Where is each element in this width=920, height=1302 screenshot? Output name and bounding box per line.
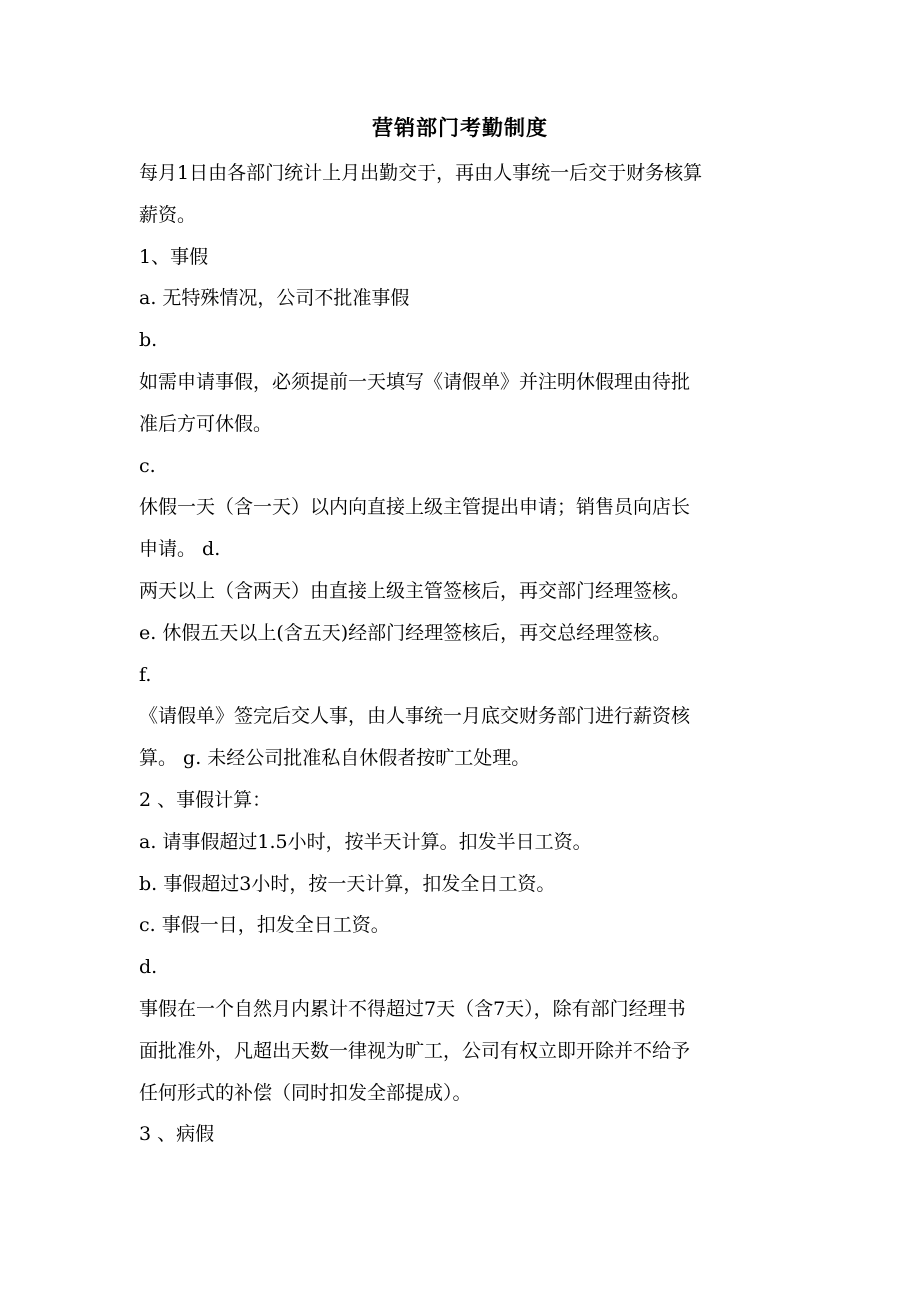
text-line: 申请。 d.: [139, 538, 221, 561]
text-line: 薪资。: [139, 203, 197, 226]
text-line: c.: [139, 454, 156, 477]
text-line: 如需申请事假，必须提前一天填写《请假单》并注明休假理由待批: [139, 370, 691, 393]
text-line: 任何形式的补偿（同时扣发全部提成）。: [139, 1081, 472, 1104]
text-line: a. 请事假超过1.5小时，按半天计算。扣发半日工资。: [139, 830, 592, 853]
section-heading: 2 、事假计算：: [139, 788, 272, 811]
document-title: 营销部门考勤制度: [372, 115, 548, 140]
section-heading: 1、事假: [139, 245, 209, 268]
text-line: c. 事假一日，扣发全日工资。: [139, 914, 390, 937]
text-line: 面批准外，凡超出天数一律视为旷工，公司有权立即开除并不给予: [139, 1039, 691, 1062]
text-line: 每月1日由各部门统计上月出勤交于，再由人事统一后交于财务核算: [139, 162, 703, 184]
text-line: f.: [139, 663, 152, 686]
text-line: 准后方可休假。: [139, 412, 273, 435]
section-heading: 3 、病假: [139, 1123, 215, 1146]
text-line: b. 事假超过3小时，按一天计算，扣发全日工资。: [139, 872, 556, 895]
text-line: b.: [139, 329, 158, 352]
text-line: a. 无特殊情况，公司不批准事假: [139, 287, 410, 310]
document-body: [139, 157, 799, 1160]
text-line: 事假在一个自然月内累计不得超过7天（含7天），除有部门经理书: [139, 997, 686, 1020]
text-line: e. 休假五天以上(含五天)经部门经理签核后，再交总经理签核。: [139, 621, 672, 644]
text-line: d.: [139, 956, 158, 979]
text-line: 算。 g. 未经公司批准私自休假者按旷工处理。: [139, 747, 531, 770]
text-line: 《请假单》签完后交人事，由人事统一月底交财务部门进行薪资核: [139, 705, 691, 728]
text-line: 休假一天（含一天）以内向直接上级主管提出申请；销售员向店长: [139, 496, 691, 519]
text-line: 两天以上（含两天）由直接上级主管签核后，再交部门经理签核。: [139, 579, 691, 602]
